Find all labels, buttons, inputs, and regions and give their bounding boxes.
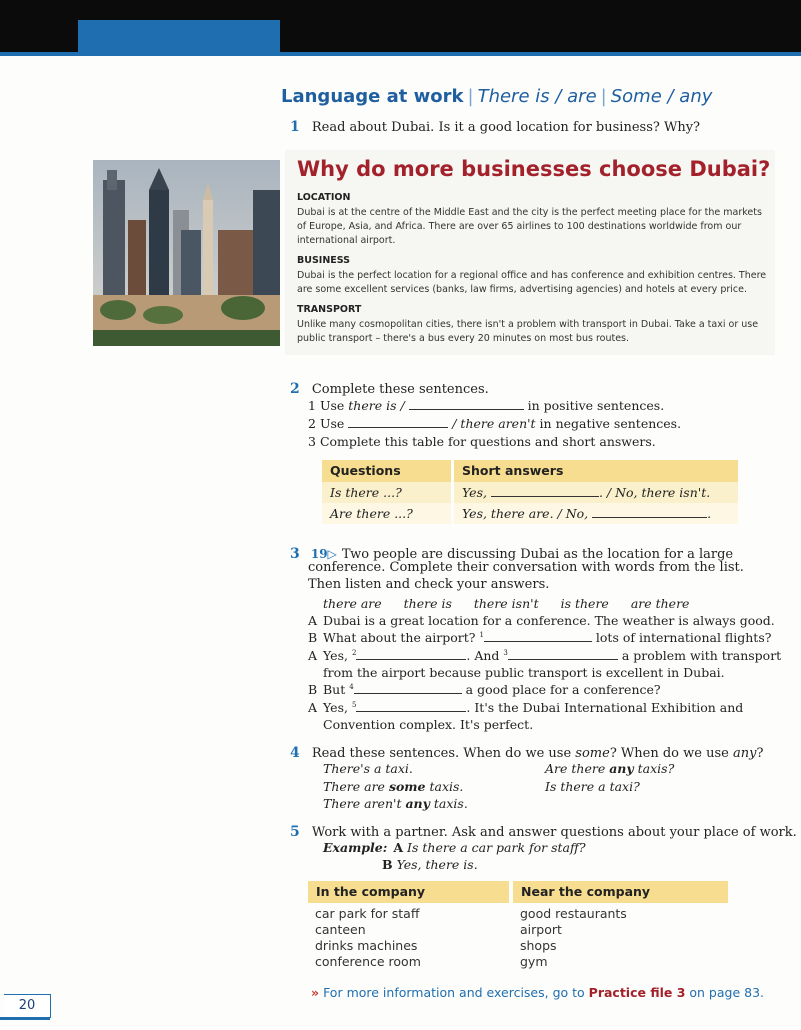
table-row [322,503,738,524]
speaker: B [382,857,393,872]
word-item: are there [630,596,690,611]
dialogue-text: Yes, [323,648,352,663]
text-part: There aren't [323,796,406,811]
list-item: conference room [315,954,421,969]
table-row [322,482,738,503]
speaker: B [308,682,318,697]
item-text: Use [319,416,349,431]
question-2 [290,378,489,397]
text-part: There are [323,779,389,794]
example-left-2 [323,779,463,794]
article-text-transport: Unlike many cosmopolitan cities, there isn't a problem with transport in Dubai. Take a taxi or use public transport – there's a bus every 20 minutes on most bus routes. [297,319,759,344]
text-part: taxis. [429,796,468,811]
question-text: Two people are discussing Dubai as the location for a large [341,547,734,562]
near-company-list [520,906,627,970]
example-label: Example: [323,840,388,855]
dialogue-text: But [323,682,350,697]
text-bold: any [405,796,430,811]
cell-text: . / No, there isn't. [598,485,711,500]
item-italic: / there aren't [448,416,536,431]
question-text-line3: Then listen and check your answers. [308,577,550,592]
item-text: Complete this table for questions and short answers. [319,434,656,449]
speaker: A [308,700,318,715]
dialogue-text: a problem with transport [617,648,782,663]
dialogue-text: Dubai is a great location for a conference. The weather is always good. [323,613,775,628]
dialogue-line-1 [308,613,775,628]
item-number: 1 [308,398,316,413]
question-number: 1 [290,119,300,135]
table-cell: Is there ...? [322,482,454,503]
gap-number: 1 [479,630,484,639]
item-number: 3 [308,434,316,449]
dialogue-line-5 [308,700,743,715]
question-text: Read about Dubai. Is it a good location for business? Why? [311,120,701,135]
footer-text: For more information and exercises, go to [323,985,589,1000]
table-cell [454,482,710,503]
speaker: B [308,630,318,645]
section-heading: Language at work | There is / are | Some / any [281,86,713,107]
example-left-1: There's a taxi. [323,761,413,776]
word-item: there is [403,596,452,611]
answer-blank[interactable] [356,649,466,660]
dialogue-line-5-cont: Convention complex. It's perfect. [323,717,534,732]
dialogue-text: . It's the Dubai International Exhibition and [466,700,744,715]
answer-blank[interactable] [354,683,462,694]
question-4 [290,742,763,761]
answer-blank[interactable] [409,399,524,410]
example-text: Yes, there is. [396,857,478,872]
question-text: Work with a partner. Ask and answer questions about your place of work. [311,825,797,840]
item-text: Use [319,398,349,413]
example-a [323,840,586,855]
word-list [323,596,689,611]
q2-item-3 [308,434,656,449]
in-company-list [315,906,421,970]
column-header-in-company: In the company [308,881,509,903]
question-number: 2 [290,381,300,397]
top-banner-stripe [0,52,801,56]
list-item: gym [520,954,548,969]
speaker: A [308,613,318,628]
question-number: 3 [290,546,300,562]
dialogue-text: Yes, [323,700,352,715]
heading-sub2: Some / any [610,86,713,107]
word-item: there are [323,596,382,611]
table-header-questions: Questions [322,460,454,482]
answer-blank[interactable] [356,701,466,712]
heading-title: Language at work [281,86,464,107]
cell-text: Yes, there are. / No, [462,506,593,521]
gap-number: 2 [351,648,357,657]
answer-blank[interactable] [491,486,599,497]
q2-item-2 [308,416,681,431]
question-text: Complete these sentences. [311,382,489,397]
dialogue-text: a good place for a conference? [461,682,661,697]
table-header-row [322,460,738,482]
text-bold: some [388,779,426,794]
speaker: A [308,648,318,663]
article-heading-location: LOCATION [297,192,351,203]
page-number: 20 [4,994,51,1018]
answer-blank[interactable] [484,631,592,642]
text-italic: any [732,746,757,761]
example-right-2: Is there a taxi? [545,779,640,794]
practice-file-link[interactable]: Practice file 3 [588,985,686,1000]
dialogue-line-2 [308,630,771,645]
text-bold: any [609,761,634,776]
footer-text: on page 83. [685,985,764,1000]
item-text: in negative sentences. [535,416,682,431]
text-part: ? When do we use [609,746,733,761]
item-text: in positive sentences. [523,398,665,413]
answers-table [322,460,738,524]
example-left-3 [323,796,468,811]
gap-number: 3 [503,648,508,657]
list-item: drinks machines [315,938,418,953]
page-number-bar [0,1017,50,1020]
text-italic: some [575,746,610,761]
item-number: 2 [308,416,316,431]
text-part: taxis. [425,779,464,794]
article-text-location: Dubai is at the centre of the Middle East and the city is the perfect meeting place for the markets of Europe, Asia, and Africa. There are over 65 airlines to 100 destinations worldwide from our international airport. [297,207,762,246]
text-part: Are there [545,761,610,776]
dialogue-text: What about the airport? [323,630,480,645]
top-banner-accent [78,20,280,53]
table-cell: Are there ...? [322,503,454,524]
q2-item-1 [308,398,664,413]
dubai-skyline-photo [93,160,280,346]
list-item: canteen [315,922,366,937]
table-cell [454,503,711,524]
question-number: 4 [290,745,300,761]
practice-file-note[interactable] [311,985,764,1000]
example-right-1 [545,761,674,776]
question-text-line2: conference. Complete their conversation with words from the list. [308,560,744,575]
cell-text: Yes, [462,485,491,500]
question-5 [290,821,797,840]
list-item: car park for staff [315,906,420,921]
example-text: Is there a car park for staff? [407,840,586,855]
dialogue-line-4 [308,682,661,697]
article-heading-business: BUSINESS [297,255,351,266]
list-item: shops [520,938,557,953]
question-number: 5 [290,824,300,840]
dialogue-line-3-cont: from the airport because public transport is excellent in Dubai. [323,665,725,680]
question-text [312,746,764,761]
article-heading-transport: TRANSPORT [297,304,362,315]
heading-sub1: There is / are [477,86,597,107]
list-item: airport [520,922,562,937]
dialogue-text: lots of international flights? [591,630,772,645]
dialogue-line-3 [308,648,781,663]
text-part: ? [756,746,764,761]
article-text-business: Dubai is the perfect location for a regional office and has conference and exhibition centres. There are some excellent services (banks, law firms, advertising agencies) and hotels at every price. [297,270,767,295]
dialogue-text: . And [466,648,504,663]
speaker: A [393,840,404,855]
answer-blank[interactable] [348,417,448,428]
cell-text: . [707,506,712,521]
answer-blank[interactable] [508,649,618,660]
gap-number: 4 [349,682,354,691]
list-item: good restaurants [520,906,627,921]
answer-blank[interactable] [592,507,707,518]
double-chevron-right-icon: » [311,985,320,1000]
text-part: Read these sentences. When do we use [311,746,576,761]
audio-track-icon[interactable]: 19▷ [310,547,337,561]
example-b [382,857,478,872]
gap-number: 5 [351,700,357,709]
word-item: is there [560,596,609,611]
article-title: Why do more businesses choose Dubai? [297,157,771,181]
column-header-near-company: Near the company [513,881,728,903]
word-item: there isn't [473,596,539,611]
question-1 [290,116,700,135]
item-italic: there is / [348,398,409,413]
text-part: taxis? [633,761,675,776]
table-header-answers: Short answers [462,463,564,478]
